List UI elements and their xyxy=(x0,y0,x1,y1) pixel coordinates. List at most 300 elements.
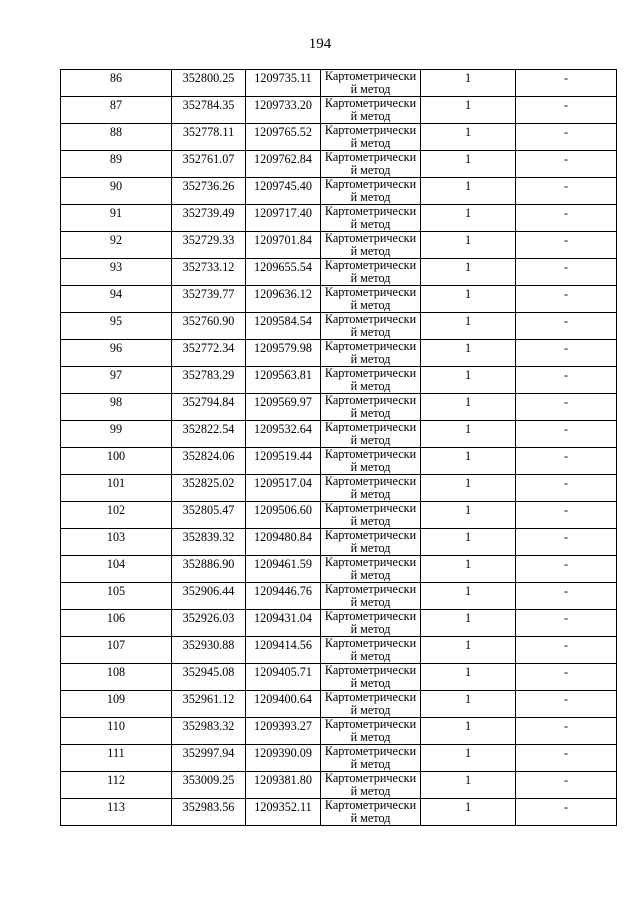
point-number-cell-text: 89 xyxy=(109,152,123,166)
accuracy-cell-text: 1 xyxy=(464,476,472,490)
accuracy-cell-text: 1 xyxy=(464,503,472,517)
x-coordinate-cell-text: 352736.26 xyxy=(182,179,235,193)
y-coordinate-cell-text: 1209461.59 xyxy=(254,557,312,571)
accuracy-cell xyxy=(421,313,516,340)
point-number-cell xyxy=(61,637,172,664)
method-cell xyxy=(321,421,421,448)
point-number-cell-text: 100 xyxy=(106,449,126,463)
method-cell-text: Картометрически й метод xyxy=(324,285,417,312)
accuracy-cell-text: 1 xyxy=(464,368,472,382)
accuracy-cell xyxy=(421,97,516,124)
y-coordinate-cell xyxy=(246,475,321,502)
note-cell-text: - xyxy=(563,152,569,166)
x-coordinate-cell xyxy=(172,610,246,637)
table-row xyxy=(61,124,617,151)
point-number-cell-text: 91 xyxy=(109,206,123,220)
y-coordinate-cell xyxy=(246,610,321,637)
method-cell-text: Картометрически й метод xyxy=(324,609,417,636)
y-coordinate-cell xyxy=(246,772,321,799)
table-row xyxy=(61,394,617,421)
table-row xyxy=(61,502,617,529)
y-coordinate-cell-text: 1209517.04 xyxy=(254,476,312,490)
accuracy-cell xyxy=(421,583,516,610)
method-cell xyxy=(321,205,421,232)
method-cell xyxy=(321,475,421,502)
note-cell-text: - xyxy=(563,476,569,490)
note-cell-text: - xyxy=(563,557,569,571)
note-cell xyxy=(516,502,617,529)
note-cell-text: - xyxy=(563,287,569,301)
method-cell xyxy=(321,529,421,556)
table-row xyxy=(61,745,617,772)
y-coordinate-cell xyxy=(246,205,321,232)
y-coordinate-cell-text: 1209717.40 xyxy=(254,206,312,220)
point-number-cell-text: 110 xyxy=(107,719,125,733)
y-coordinate-cell-text: 1209701.84 xyxy=(254,233,312,247)
table-row xyxy=(61,205,617,232)
note-cell-text: - xyxy=(563,233,569,247)
x-coordinate-cell xyxy=(172,502,246,529)
method-cell-text: Картометрически й метод xyxy=(324,123,417,150)
y-coordinate-cell xyxy=(246,232,321,259)
y-coordinate-cell-text: 1209762.84 xyxy=(254,152,312,166)
accuracy-cell xyxy=(421,718,516,745)
x-coordinate-cell xyxy=(172,772,246,799)
point-number-cell xyxy=(61,556,172,583)
accuracy-cell xyxy=(421,340,516,367)
x-coordinate-cell xyxy=(172,475,246,502)
accuracy-cell-text: 1 xyxy=(464,125,472,139)
note-cell xyxy=(516,583,617,610)
x-coordinate-cell xyxy=(172,313,246,340)
accuracy-cell xyxy=(421,502,516,529)
note-cell-text: - xyxy=(563,422,569,436)
table-row xyxy=(61,556,617,583)
point-number-cell-text: 88 xyxy=(109,125,123,139)
method-cell xyxy=(321,745,421,772)
note-cell-text: - xyxy=(563,341,569,355)
point-number-cell xyxy=(61,421,172,448)
x-coordinate-cell-text: 352778.11 xyxy=(182,125,235,139)
point-number-cell xyxy=(61,718,172,745)
note-cell xyxy=(516,313,617,340)
coordinates-table xyxy=(60,69,617,826)
note-cell-text: - xyxy=(563,98,569,112)
method-cell xyxy=(321,151,421,178)
y-coordinate-cell-text: 1209733.20 xyxy=(254,98,312,112)
x-coordinate-cell-text: 352800.25 xyxy=(182,71,235,85)
y-coordinate-cell-text: 1209352.11 xyxy=(254,800,312,814)
point-number-cell-text: 92 xyxy=(109,233,123,247)
note-cell-text: - xyxy=(563,638,569,652)
y-coordinate-cell-text: 1209519.44 xyxy=(254,449,312,463)
x-coordinate-cell xyxy=(172,178,246,205)
x-coordinate-cell-text: 352825.02 xyxy=(182,476,235,490)
method-cell-text: Картометрически й метод xyxy=(324,177,417,204)
accuracy-cell-text: 1 xyxy=(464,773,472,787)
point-number-cell-text: 108 xyxy=(106,665,126,679)
method-cell-text: Картометрически й метод xyxy=(324,582,417,609)
page-number: 194 xyxy=(308,36,332,52)
y-coordinate-cell xyxy=(246,529,321,556)
y-coordinate-cell-text: 1209735.11 xyxy=(254,71,312,85)
method-cell xyxy=(321,502,421,529)
accuracy-cell xyxy=(421,556,516,583)
accuracy-cell-text: 1 xyxy=(464,449,472,463)
accuracy-cell-text: 1 xyxy=(464,98,472,112)
table-row xyxy=(61,259,617,286)
accuracy-cell-text: 1 xyxy=(464,233,472,247)
accuracy-cell-text: 1 xyxy=(464,800,472,814)
note-cell-text: - xyxy=(563,449,569,463)
point-number-cell-text: 102 xyxy=(106,503,126,517)
x-coordinate-cell xyxy=(172,421,246,448)
y-coordinate-cell-text: 1209431.04 xyxy=(254,611,312,625)
y-coordinate-cell xyxy=(246,178,321,205)
accuracy-cell xyxy=(421,232,516,259)
note-cell xyxy=(516,610,617,637)
x-coordinate-cell xyxy=(172,691,246,718)
x-coordinate-cell xyxy=(172,394,246,421)
method-cell xyxy=(321,799,421,826)
table-row xyxy=(61,178,617,205)
accuracy-cell xyxy=(421,475,516,502)
method-cell xyxy=(321,232,421,259)
x-coordinate-cell xyxy=(172,745,246,772)
point-number-cell-text: 109 xyxy=(106,692,126,706)
method-cell xyxy=(321,97,421,124)
method-cell-text: Картометрически й метод xyxy=(324,204,417,231)
y-coordinate-cell xyxy=(246,286,321,313)
point-number-cell-text: 107 xyxy=(106,638,126,652)
method-cell-text: Картометрически й метод xyxy=(324,96,417,123)
x-coordinate-cell-text: 352983.32 xyxy=(182,719,235,733)
accuracy-cell xyxy=(421,70,516,97)
method-cell-text: Картометрически й метод xyxy=(324,744,417,771)
accuracy-cell-text: 1 xyxy=(464,530,472,544)
y-coordinate-cell xyxy=(246,97,321,124)
method-cell-text: Картометрически й метод xyxy=(324,690,417,717)
y-coordinate-cell xyxy=(246,340,321,367)
method-cell-text: Картометрически й метод xyxy=(324,798,417,825)
note-cell xyxy=(516,448,617,475)
note-cell xyxy=(516,745,617,772)
point-number-cell-text: 95 xyxy=(109,314,123,328)
accuracy-cell xyxy=(421,421,516,448)
accuracy-cell xyxy=(421,637,516,664)
note-cell xyxy=(516,718,617,745)
note-cell xyxy=(516,421,617,448)
x-coordinate-cell xyxy=(172,583,246,610)
method-cell-text: Картометрически й метод xyxy=(324,474,417,501)
point-number-cell-text: 106 xyxy=(106,611,126,625)
accuracy-cell-text: 1 xyxy=(464,719,472,733)
accuracy-cell xyxy=(421,394,516,421)
point-number-cell-text: 90 xyxy=(109,179,123,193)
x-coordinate-cell-text: 353009.25 xyxy=(182,773,235,787)
table-row xyxy=(61,232,617,259)
note-cell-text: - xyxy=(563,800,569,814)
x-coordinate-cell xyxy=(172,637,246,664)
method-cell-text: Картометрически й метод xyxy=(324,312,417,339)
accuracy-cell xyxy=(421,529,516,556)
y-coordinate-cell xyxy=(246,70,321,97)
point-number-cell-text: 93 xyxy=(109,260,123,274)
x-coordinate-cell xyxy=(172,205,246,232)
y-coordinate-cell-text: 1209381.80 xyxy=(254,773,312,787)
note-cell-text: - xyxy=(563,125,569,139)
y-coordinate-cell xyxy=(246,151,321,178)
method-cell-text: Картометрически й метод xyxy=(324,501,417,528)
method-cell-text: Картометрически й метод xyxy=(324,339,417,366)
accuracy-cell-text: 1 xyxy=(464,638,472,652)
accuracy-cell xyxy=(421,205,516,232)
method-cell xyxy=(321,718,421,745)
method-cell xyxy=(321,637,421,664)
y-coordinate-cell-text: 1209569.97 xyxy=(254,395,312,409)
point-number-cell xyxy=(61,259,172,286)
point-number-cell xyxy=(61,70,172,97)
point-number-cell xyxy=(61,394,172,421)
x-coordinate-cell xyxy=(172,529,246,556)
x-coordinate-cell xyxy=(172,70,246,97)
method-cell-text: Картометрически й метод xyxy=(324,663,417,690)
accuracy-cell xyxy=(421,691,516,718)
x-coordinate-cell xyxy=(172,718,246,745)
point-number-cell-text: 99 xyxy=(109,422,123,436)
x-coordinate-cell-text: 352760.90 xyxy=(182,314,235,328)
x-coordinate-cell-text: 352761.07 xyxy=(182,152,235,166)
x-coordinate-cell-text: 352783.29 xyxy=(182,368,235,382)
table-row xyxy=(61,772,617,799)
y-coordinate-cell xyxy=(246,124,321,151)
note-cell-text: - xyxy=(563,773,569,787)
table-row xyxy=(61,610,617,637)
x-coordinate-cell-text: 352794.84 xyxy=(182,395,235,409)
y-coordinate-cell-text: 1209655.54 xyxy=(254,260,312,274)
note-cell xyxy=(516,367,617,394)
note-cell-text: - xyxy=(563,530,569,544)
point-number-cell-text: 96 xyxy=(109,341,123,355)
accuracy-cell xyxy=(421,367,516,394)
point-number-cell-text: 103 xyxy=(106,530,126,544)
y-coordinate-cell xyxy=(246,799,321,826)
point-number-cell-text: 97 xyxy=(109,368,123,382)
y-coordinate-cell-text: 1209563.81 xyxy=(254,368,312,382)
point-number-cell-text: 113 xyxy=(107,800,125,814)
accuracy-cell xyxy=(421,178,516,205)
x-coordinate-cell xyxy=(172,448,246,475)
x-coordinate-cell xyxy=(172,151,246,178)
x-coordinate-cell-text: 352772.34 xyxy=(182,341,235,355)
note-cell xyxy=(516,394,617,421)
point-number-cell-text: 111 xyxy=(107,746,125,760)
y-coordinate-cell xyxy=(246,313,321,340)
y-coordinate-cell-text: 1209532.64 xyxy=(254,422,312,436)
x-coordinate-cell xyxy=(172,232,246,259)
x-coordinate-cell xyxy=(172,367,246,394)
accuracy-cell-text: 1 xyxy=(464,611,472,625)
point-number-cell xyxy=(61,232,172,259)
point-number-cell xyxy=(61,583,172,610)
accuracy-cell xyxy=(421,664,516,691)
x-coordinate-cell-text: 352983.56 xyxy=(182,800,235,814)
table-row xyxy=(61,529,617,556)
accuracy-cell-text: 1 xyxy=(464,584,472,598)
y-coordinate-cell xyxy=(246,691,321,718)
note-cell xyxy=(516,70,617,97)
x-coordinate-cell xyxy=(172,259,246,286)
point-number-cell xyxy=(61,313,172,340)
y-coordinate-cell-text: 1209584.54 xyxy=(254,314,312,328)
y-coordinate-cell-text: 1209446.76 xyxy=(254,584,312,598)
x-coordinate-cell-text: 352784.35 xyxy=(182,98,235,112)
note-cell xyxy=(516,97,617,124)
x-coordinate-cell-text: 352733.12 xyxy=(182,260,235,274)
accuracy-cell-text: 1 xyxy=(464,206,472,220)
x-coordinate-cell-text: 352822.54 xyxy=(182,422,235,436)
note-cell-text: - xyxy=(563,368,569,382)
note-cell-text: - xyxy=(563,692,569,706)
accuracy-cell xyxy=(421,151,516,178)
note-cell xyxy=(516,259,617,286)
note-cell-text: - xyxy=(563,584,569,598)
method-cell-text: Картометрически й метод xyxy=(324,717,417,744)
accuracy-cell xyxy=(421,124,516,151)
point-number-cell-text: 101 xyxy=(106,476,126,490)
accuracy-cell-text: 1 xyxy=(464,422,472,436)
method-cell xyxy=(321,556,421,583)
x-coordinate-cell-text: 352739.77 xyxy=(182,287,235,301)
note-cell xyxy=(516,232,617,259)
method-cell-text: Картометрически й метод xyxy=(324,393,417,420)
point-number-cell xyxy=(61,340,172,367)
point-number-cell xyxy=(61,502,172,529)
accuracy-cell-text: 1 xyxy=(464,260,472,274)
x-coordinate-cell-text: 352729.33 xyxy=(182,233,235,247)
y-coordinate-cell-text: 1209745.40 xyxy=(254,179,312,193)
x-coordinate-cell-text: 352886.90 xyxy=(182,557,235,571)
note-cell xyxy=(516,529,617,556)
note-cell-text: - xyxy=(563,395,569,409)
method-cell xyxy=(321,124,421,151)
y-coordinate-cell xyxy=(246,664,321,691)
point-number-cell-text: 104 xyxy=(106,557,126,571)
method-cell-text: Картометрически й метод xyxy=(324,258,417,285)
x-coordinate-cell-text: 352739.49 xyxy=(182,206,235,220)
point-number-cell xyxy=(61,178,172,205)
method-cell xyxy=(321,691,421,718)
y-coordinate-cell-text: 1209405.71 xyxy=(254,665,312,679)
point-number-cell xyxy=(61,745,172,772)
x-coordinate-cell-text: 352824.06 xyxy=(182,449,235,463)
note-cell-text: - xyxy=(563,719,569,733)
note-cell xyxy=(516,151,617,178)
accuracy-cell xyxy=(421,745,516,772)
method-cell-text: Картометрически й метод xyxy=(324,420,417,447)
point-number-cell-text: 87 xyxy=(109,98,123,112)
x-coordinate-cell xyxy=(172,340,246,367)
x-coordinate-cell-text: 352945.08 xyxy=(182,665,235,679)
accuracy-cell xyxy=(421,610,516,637)
accuracy-cell-text: 1 xyxy=(464,395,472,409)
table-row xyxy=(61,583,617,610)
method-cell xyxy=(321,394,421,421)
note-cell-text: - xyxy=(563,260,569,274)
accuracy-cell-text: 1 xyxy=(464,665,472,679)
table-row xyxy=(61,448,617,475)
method-cell-text: Картометрически й метод xyxy=(324,771,417,798)
accuracy-cell-text: 1 xyxy=(464,341,472,355)
x-coordinate-cell xyxy=(172,664,246,691)
method-cell-text: Картометрически й метод xyxy=(324,636,417,663)
x-coordinate-cell-text: 352805.47 xyxy=(182,503,235,517)
table-row xyxy=(61,340,617,367)
accuracy-cell xyxy=(421,799,516,826)
point-number-cell xyxy=(61,448,172,475)
accuracy-cell-text: 1 xyxy=(464,71,472,85)
accuracy-cell-text: 1 xyxy=(464,179,472,193)
y-coordinate-cell-text: 1209390.09 xyxy=(254,746,312,760)
note-cell xyxy=(516,691,617,718)
method-cell-text: Картометрически й метод xyxy=(324,528,417,555)
y-coordinate-cell xyxy=(246,583,321,610)
x-coordinate-cell xyxy=(172,799,246,826)
y-coordinate-cell-text: 1209765.52 xyxy=(254,125,312,139)
x-coordinate-cell xyxy=(172,97,246,124)
point-number-cell xyxy=(61,610,172,637)
note-cell xyxy=(516,556,617,583)
note-cell-text: - xyxy=(563,179,569,193)
method-cell xyxy=(321,178,421,205)
note-cell-text: - xyxy=(563,611,569,625)
note-cell-text: - xyxy=(563,71,569,85)
table-row xyxy=(61,637,617,664)
method-cell xyxy=(321,367,421,394)
y-coordinate-cell-text: 1209414.56 xyxy=(254,638,312,652)
table-row xyxy=(61,70,617,97)
accuracy-cell xyxy=(421,772,516,799)
note-cell-text: - xyxy=(563,665,569,679)
x-coordinate-cell xyxy=(172,124,246,151)
y-coordinate-cell xyxy=(246,502,321,529)
point-number-cell-text: 98 xyxy=(109,395,123,409)
table-row xyxy=(61,367,617,394)
point-number-cell xyxy=(61,97,172,124)
table-row xyxy=(61,151,617,178)
accuracy-cell-text: 1 xyxy=(464,152,472,166)
table-row xyxy=(61,718,617,745)
note-cell-text: - xyxy=(563,503,569,517)
y-coordinate-cell-text: 1209636.12 xyxy=(254,287,312,301)
accuracy-cell xyxy=(421,448,516,475)
note-cell xyxy=(516,286,617,313)
x-coordinate-cell-text: 352906.44 xyxy=(182,584,235,598)
note-cell xyxy=(516,799,617,826)
note-cell xyxy=(516,205,617,232)
y-coordinate-cell xyxy=(246,448,321,475)
table-row xyxy=(61,313,617,340)
note-cell-text: - xyxy=(563,314,569,328)
point-number-cell xyxy=(61,772,172,799)
point-number-cell xyxy=(61,205,172,232)
table-row xyxy=(61,421,617,448)
note-cell xyxy=(516,664,617,691)
table-row xyxy=(61,475,617,502)
point-number-cell-text: 105 xyxy=(106,584,126,598)
accuracy-cell-text: 1 xyxy=(464,314,472,328)
point-number-cell xyxy=(61,529,172,556)
